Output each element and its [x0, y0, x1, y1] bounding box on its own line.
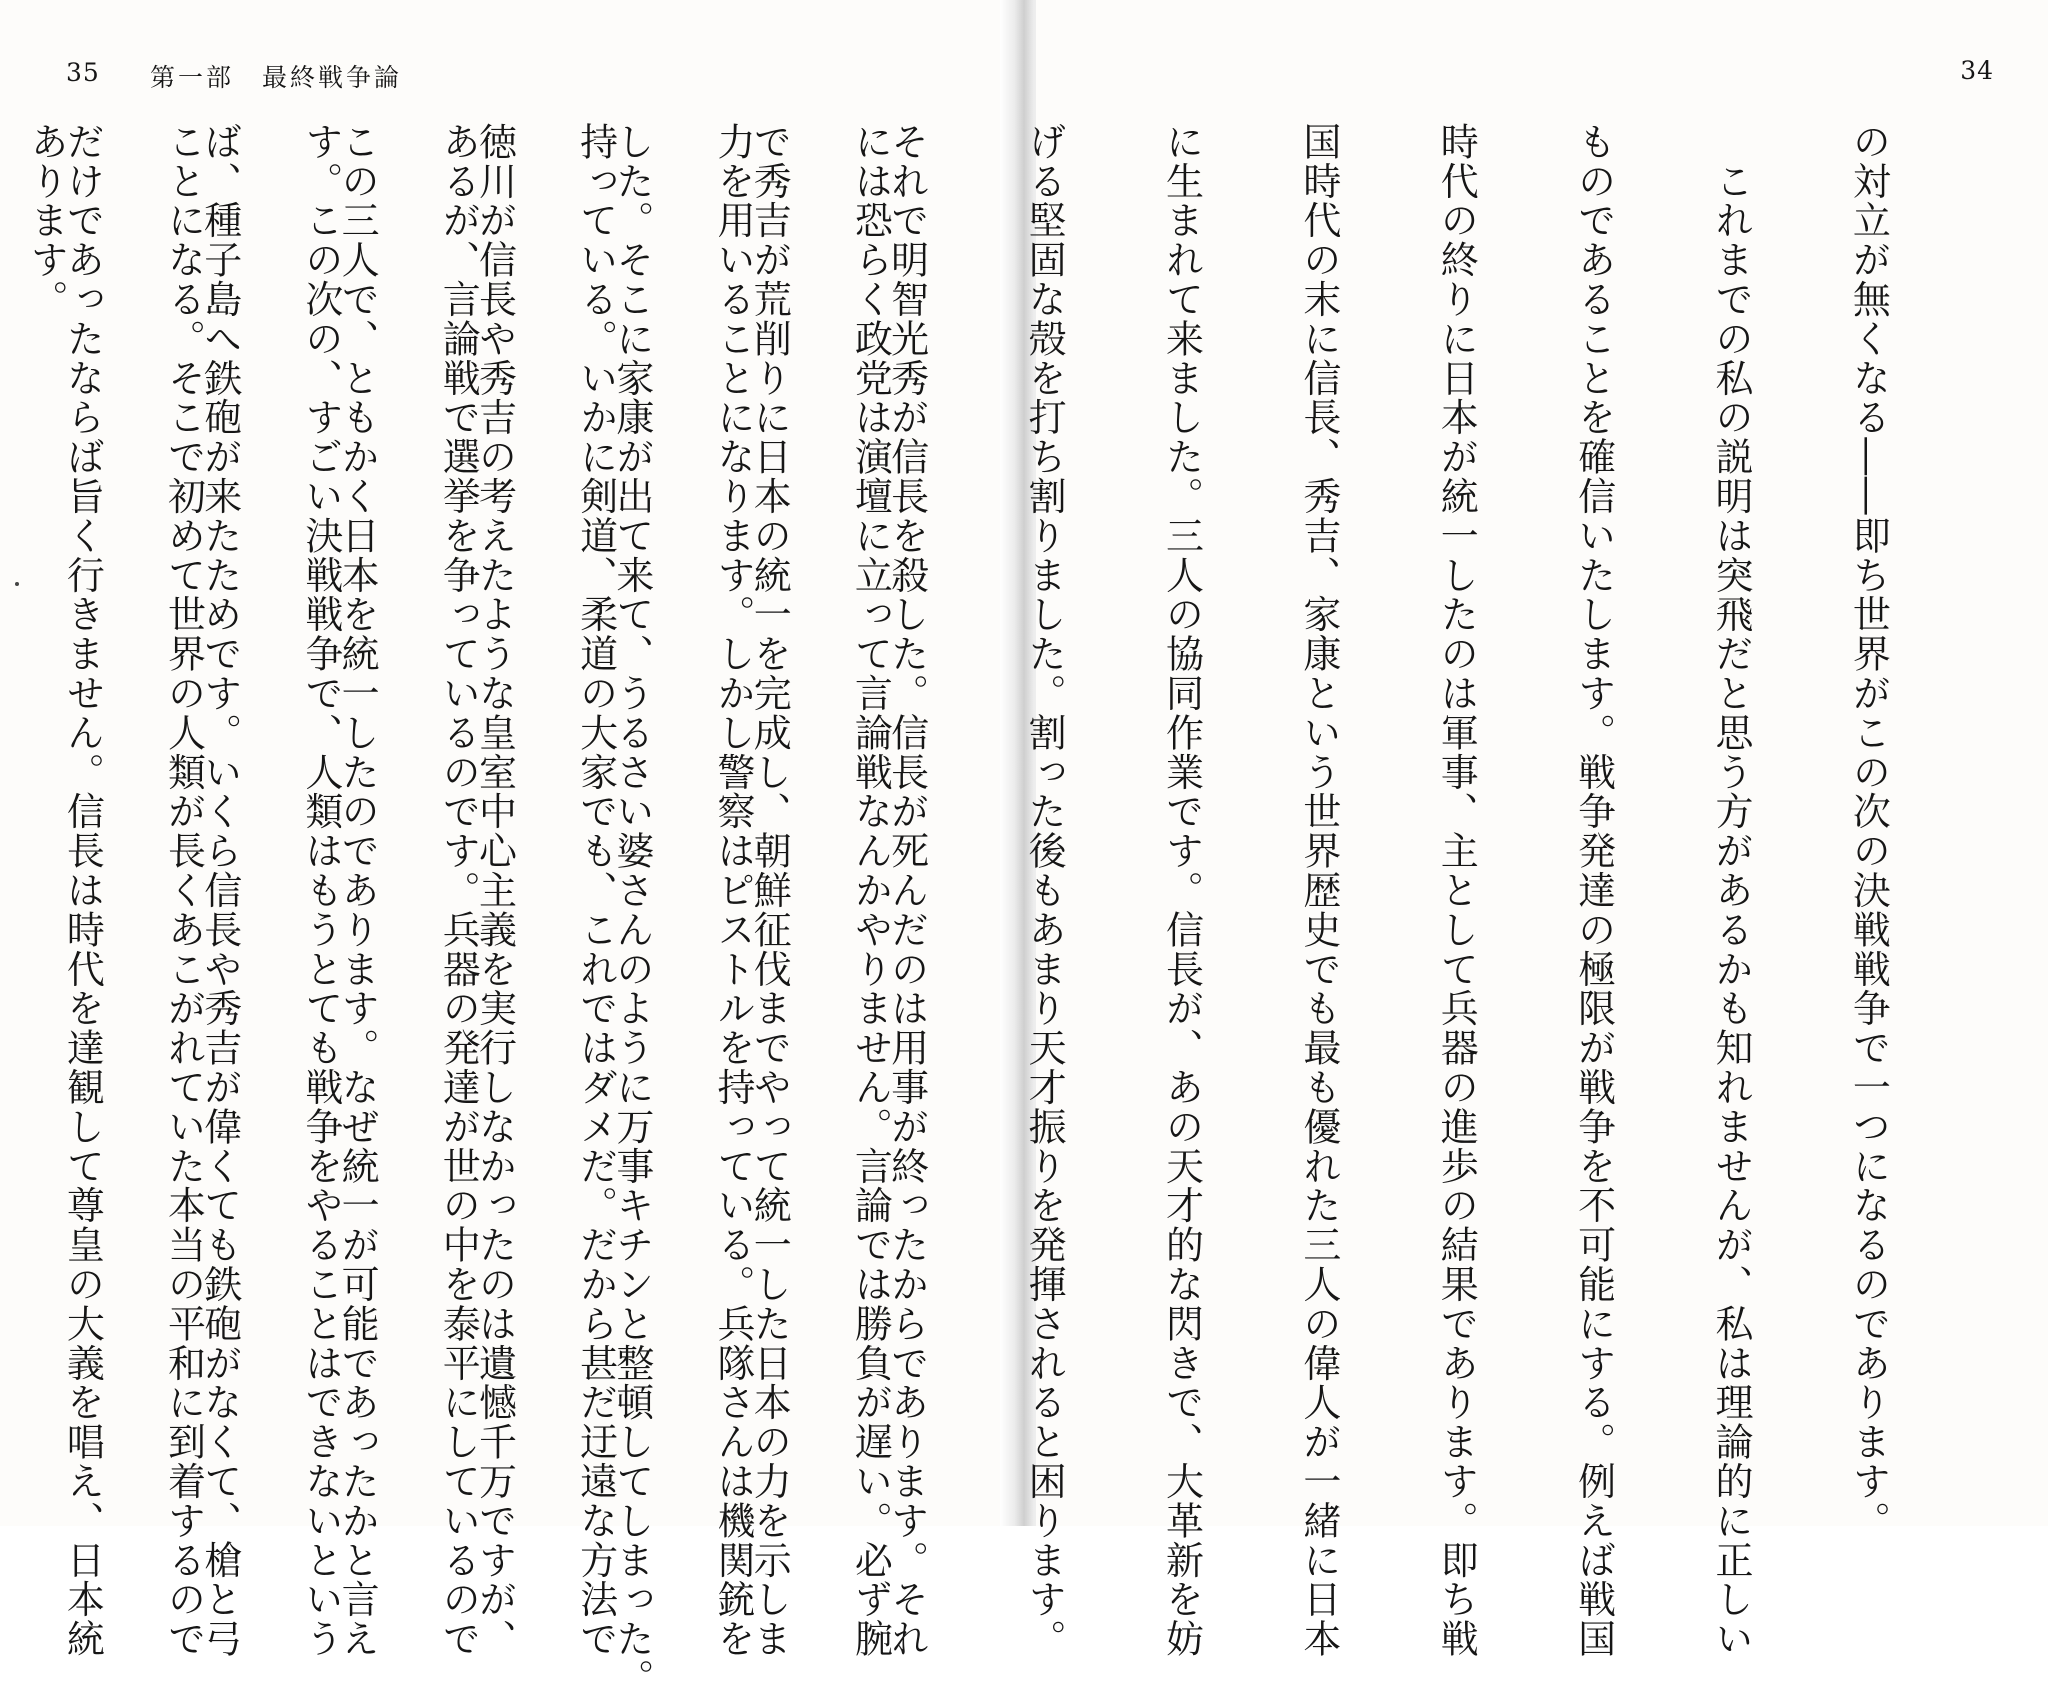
right-page-number: 34	[1960, 56, 1994, 85]
running-head: 第一部 最終戦争論	[150, 63, 403, 92]
right-line-9: で秀吉が荒削りに日本の統一を完成し、朝鮮征伐までやって統一した日本の力を示しま	[747, 122, 792, 1659]
right-line-10: した。そこに家康が出て来て、うるさい婆さんのように万事キチンと整頓してしまった。	[609, 122, 654, 1698]
left-line-4: あるが、言論戦で選挙を争っているのです。兵器の発達が世の中を泰平にしているので	[436, 122, 481, 1659]
right-line-4: 時代の終りに日本が統一したのは軍事、主として兵器の進歩の結果であります。即ち戦	[1434, 122, 1479, 1659]
right-line-7: げる堅固な殻を打ち割りました。割った後もあまり天才振りを発揮されると困ります。	[1022, 122, 1067, 1659]
right-line-1: の対立が無くなる――即ち世界がこの次の決戦戦争で一つになるのであります。	[1846, 122, 1891, 1541]
left-line-1: には恐らく政党は演壇に立って言論戦なんかやりません。言論では勝負が遅い。必ず腕	[848, 122, 893, 1659]
left-page-number: 35	[66, 58, 100, 87]
left-line-5: す。この次の、すごい決戦戦争で、人類はもうとても戦争をやることはできないという	[298, 122, 343, 1659]
left-line-3: 持っている。いかに剣道、柔道の大家でも、これではダメだ。だから甚だ迂遠な方法で	[573, 122, 618, 1659]
left-line-6: ことになる。そこで初めて世界の人類が長くあこがれていた本当の平和に到着するので	[161, 122, 206, 1659]
right-line-6: に生まれて来ました。三人の協同作業です。信長が、あの天才的な閃きで、大革新を妨	[1159, 122, 1204, 1659]
left-line-2: 力を用いることになります。しかし警察はピストルを持っている。兵隊さんは機関銃を	[711, 122, 756, 1659]
right-line-14: だけであったならば旨く行きません。信長は時代を達観して尊皇の大義を唱え、日本統	[60, 122, 105, 1659]
right-line-12: この三人で、ともかく日本を統一したのであります。なぜ統一が可能であったかと言え	[335, 122, 380, 1659]
right-line-3: ものであることを確信いたします。戦争発達の極限が戦争を不可能にする。例えば戦国	[1571, 122, 1616, 1659]
left-line-7: あります。	[24, 122, 69, 319]
right-line-8: それで明智光秀が信長を殺した。信長が死んだのは用事が終ったからであります。それ	[884, 122, 929, 1659]
right-line-2: これまでの私の説明は突飛だと思う方があるかも知れませんが、私は理論的に正しい	[1709, 122, 1754, 1659]
right-line-13: ば、種子島へ鉄砲が来たためです。いくら信長や秀吉が偉くても鉄砲がなくて、槍と弓	[197, 122, 242, 1659]
right-line-5: 国時代の末に信長、秀吉、家康という世界歴史でも最も優れた三人の偉人が一緒に日本	[1296, 122, 1341, 1659]
right-line-11: 徳川が信長や秀吉の考えたような皇室中心主義を実行しなかったのは遺憾千万ですが、	[472, 122, 517, 1659]
